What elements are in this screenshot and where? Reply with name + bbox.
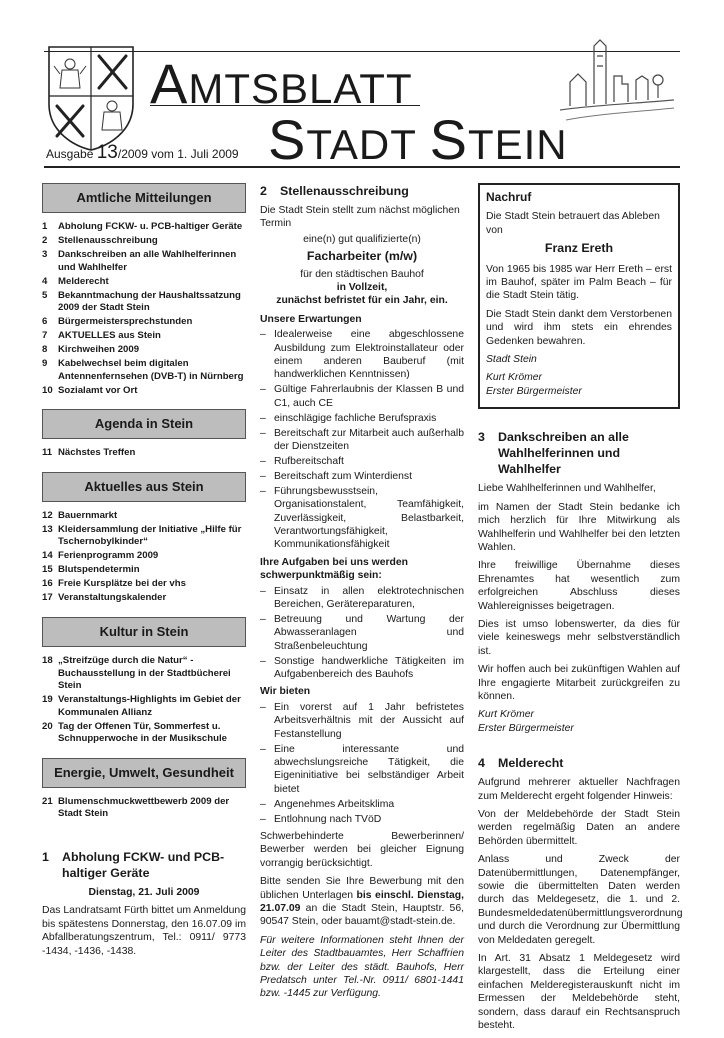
list-item: – Eine interessante und abwechslungsreiche Tätigkeit, die Eigeninitiative bei selbständiger Arbeit bietet bbox=[260, 743, 464, 795]
term-line: zunächst befristet für ein Jahr, ein. bbox=[276, 295, 448, 307]
article-heading bbox=[260, 183, 464, 199]
list-item: – Bereitschaft zum Winterdienst bbox=[260, 470, 413, 482]
toc-num: 3 bbox=[42, 248, 48, 260]
list-item: – Gültige Fahrerlaubnis der Klassen B und C1, auch CE bbox=[260, 384, 464, 409]
toc-section-kultur bbox=[42, 617, 246, 746]
paragraph: Von der Meldebehörde der Stadt Stein werden regelmäßig Daten an andere Behörden übermittelt. bbox=[478, 809, 680, 847]
list-item: – Angenehmes Arbeitsklima bbox=[260, 798, 395, 810]
toc-item bbox=[42, 385, 246, 398]
list-item: – Entlohnung nach TVöD bbox=[260, 813, 382, 825]
toc-num: 2 bbox=[42, 234, 48, 246]
toc-item bbox=[42, 316, 246, 329]
toc-num: 6 bbox=[42, 316, 48, 328]
toc-num: 13 bbox=[42, 523, 53, 535]
article-title: Abholung FCKW- und PCB-haltiger Geräte bbox=[62, 850, 225, 881]
toc-section-agenda bbox=[42, 409, 246, 460]
toc-item bbox=[42, 564, 246, 577]
obituary-signature-name: Kurt Krömer bbox=[486, 372, 543, 384]
toc-title: Sozialamt vor Ort bbox=[58, 384, 138, 396]
section-header: Energie, Umwelt, Gesundheit bbox=[42, 758, 246, 788]
contact-info: Für weitere Informationen steht Ihnen der Leiter des Stadtbauamtes, Herr Schaffrien bzw. der Leiter des städt. Bauhofs, Herr Predatsch unter Tel.-Nr. 0911/ 6801-1441 bzw. -1445 zur Verfügung. bbox=[260, 934, 464, 1000]
article-body: Das Landratsamt Fürth bittet um Anmeldung bis spätestens Donnerstag, den 16.07.09 im Abfallberatungszentrum, Tel.: 0911/ 9773 -1434, -1436, -1438. bbox=[42, 905, 246, 957]
intro-text: Die Stadt Stein stellt zum nächst möglichen Termin bbox=[260, 205, 460, 230]
signature-title: Erster Bürgermeister bbox=[478, 722, 574, 734]
article-number: 3 bbox=[478, 430, 485, 445]
tasks-list bbox=[260, 585, 464, 682]
article-title: Stellenausschreibung bbox=[280, 184, 409, 198]
article-date: Dienstag, 21. Juli 2009 bbox=[88, 887, 200, 899]
toc-num: 17 bbox=[42, 592, 53, 604]
paragraph: im Namen der Stadt Stein bedanke ich mich herzlich für Ihre Mitwirkung als Wahlhelferin und Wahlhelfer bei den letzten Wahlen. bbox=[478, 501, 680, 553]
toc-num: 19 bbox=[42, 694, 53, 706]
toc-num: 7 bbox=[42, 330, 48, 342]
toc-num: 5 bbox=[42, 289, 48, 301]
toc-item bbox=[42, 694, 246, 719]
toc-title: Bekanntmachung der Haushaltssatzung 2009 der Stadt Stein bbox=[58, 289, 241, 314]
toc-item bbox=[42, 721, 246, 746]
obituary-intro: Die Stadt Stein betrauert das Ableben von bbox=[486, 211, 660, 236]
article-title: Dankschreiben an alle Wahlhelferinnen und Wahlhelfer bbox=[498, 430, 629, 477]
toc-num: 1 bbox=[42, 221, 48, 232]
list-item: – Führungsbewusstsein, Organisationstalent, Teamfähigkeit, Zuverlässigkeit, Belastbarkeit, Verantwortungsfähigkeit, Kommunikationsfähigkeit bbox=[260, 485, 464, 551]
list-item: – einschlägige fachliche Berufspraxis bbox=[260, 412, 437, 424]
toc-title: Tag der Offenen Tür, Sommerfest u. Schnupperwoche in der Musikschule bbox=[58, 720, 227, 745]
right-column bbox=[478, 183, 683, 1038]
obituary-text: Die Stadt Stein dankt dem Verstorbenen und wird ihm stets ein ehrendes Gedenken bewahren. bbox=[486, 308, 672, 347]
middle-column bbox=[260, 183, 464, 1006]
toc-item bbox=[42, 796, 246, 821]
toc-title: Kleidersammlung der Initiative „Hilfe für Tschernobylkinder“ bbox=[58, 523, 242, 548]
obituary-box bbox=[478, 183, 680, 409]
toc-title: Freie Kursplätze bei der vhs bbox=[58, 578, 186, 590]
article-heading bbox=[478, 755, 680, 771]
toc-title: Stellenausschreibung bbox=[58, 234, 158, 246]
toc-item bbox=[42, 447, 246, 460]
article-title: Melderecht bbox=[498, 756, 564, 771]
toc-item bbox=[42, 290, 246, 315]
obituary-text: Von 1965 bis 1985 war Herr Ereth – erst im Bauhof, später im Palm Beach – für die Stadt Stein tätig. bbox=[486, 263, 672, 302]
article-heading bbox=[42, 849, 246, 881]
greeting: Liebe Wahlhelferinnen und Wahlhelfer, bbox=[478, 483, 656, 495]
list-item: – Einsatz in allen elektrotechnischen Bereichen, Gerätereparaturen, bbox=[260, 585, 464, 610]
masthead-title-amtsblatt bbox=[150, 52, 413, 115]
toc-title: Veranstaltungs-Highlights im Gebiet der Kommunalen Allianz bbox=[58, 694, 241, 718]
toc-num: 4 bbox=[42, 275, 48, 287]
list-item: – Bereitschaft zur Mitarbeit auch außerhalb der Dienstzeiten bbox=[260, 427, 465, 452]
deceased-name: Franz Ereth bbox=[544, 241, 614, 256]
job-title: Facharbeiter (m/w) bbox=[306, 249, 418, 264]
toc-section-amtliche bbox=[42, 183, 246, 397]
paragraph: In Art. 31 Absatz 1 Meldegesetz wird klargestellt, dass die Erteilung einer einfachen Melderegisterauskunft nicht im Ermessen der Meldebehörde steht, sondern, dass darauf ein Rechtsanspruch besteht. bbox=[478, 953, 680, 1032]
article-1 bbox=[42, 849, 246, 958]
toc-num: 18 bbox=[42, 654, 53, 666]
toc-item bbox=[42, 276, 246, 289]
article-number: 2 bbox=[260, 184, 267, 198]
article-number: 1 bbox=[42, 850, 49, 865]
toc-item bbox=[42, 358, 246, 383]
paragraph: Anlass und Zweck der Datenübermittlungen, Datenempfänger, sowie die übermittelten Daten werden durch das Meldegesetz, die 1. und 2. Bundesmeldedatenübermittlungsverordnung und durch die Verordnung zur Übermittlung von Meldedaten geregelt. bbox=[478, 854, 683, 946]
qualification-line: eine(n) gut qualifizierte(n) bbox=[303, 233, 421, 245]
issue-line bbox=[46, 142, 239, 164]
issue-prefix: Ausgabe bbox=[46, 147, 97, 161]
issue-date: /2009 vom 1. Juli 2009 bbox=[117, 147, 239, 161]
toc-section-aktuelles bbox=[42, 472, 246, 605]
toc-title: Kirchweihen 2009 bbox=[58, 344, 140, 356]
toc-item bbox=[42, 235, 246, 248]
expectations-list bbox=[260, 328, 464, 552]
expectations-header: Unsere Erwartungen bbox=[260, 313, 362, 325]
section-header: Aktuelles aus Stein bbox=[42, 472, 246, 502]
title-rest: MTSBLATT bbox=[188, 65, 413, 112]
toc-section-energie bbox=[42, 758, 246, 821]
toc-title: Blutspendetermin bbox=[58, 564, 140, 576]
title-initial: A bbox=[150, 52, 189, 115]
toc-num: 9 bbox=[42, 358, 48, 370]
list-item: – Idealerweise eine abgeschlossene Ausbildung zum Elektroinstallateur oder einem anderen Bauberuf (mit handwerklichen Kenntnissen) bbox=[260, 329, 464, 381]
obituary-signature-title: Erster Bürgermeister bbox=[486, 385, 582, 397]
section-header: Agenda in Stein bbox=[42, 409, 246, 439]
toc-title: „Streifzüge durch die Natur“ - Buchausstellung in der Stadtbücherei Stein bbox=[58, 654, 231, 692]
title-initial: S bbox=[429, 108, 468, 171]
toc-item bbox=[42, 655, 246, 693]
masthead-title-stadt-stein bbox=[268, 108, 568, 171]
title-initial: S bbox=[268, 108, 307, 171]
toc-num: 10 bbox=[42, 384, 53, 396]
toc-title: Bauernmarkt bbox=[58, 509, 118, 521]
toc-num: 14 bbox=[42, 550, 53, 562]
signature-name: Kurt Krömer bbox=[478, 709, 535, 721]
toc-item bbox=[42, 578, 246, 591]
toc-title: AKTUELLES aus Stein bbox=[58, 330, 161, 342]
obituary-header: Nachruf bbox=[486, 190, 532, 204]
application-instructions: Bitte senden Sie Ihre Bewerbung mit den üblichen Unterlagen bis einschl. Dienstag, 21.07.09 an die Stadt Stein, Hauptstr. 56, 90547 Stein, oder bauamt@stadt-stein.de. bbox=[260, 876, 464, 928]
toc-title: Bürgermeistersprechstunden bbox=[58, 316, 193, 328]
toc-item bbox=[42, 249, 246, 274]
toc-item bbox=[42, 510, 246, 523]
title-rest: TEIN bbox=[467, 121, 568, 168]
offer-list bbox=[260, 701, 464, 826]
toc-title: Dankschreiben an alle Wahlhelferinnen und Wahlhelfer bbox=[58, 248, 237, 273]
fulltime-line: in Vollzeit, bbox=[336, 282, 388, 294]
toc-num: 8 bbox=[42, 344, 48, 356]
article-3 bbox=[478, 429, 680, 735]
toc-item bbox=[42, 524, 246, 549]
toc-title: Ferienprogramm 2009 bbox=[58, 550, 159, 562]
toc-num: 12 bbox=[42, 509, 53, 521]
toc-item bbox=[42, 221, 246, 234]
section-header: Amtliche Mitteilungen bbox=[42, 183, 246, 213]
paragraph: Ihre freiwillige Übernahme dieses Ehrenamtes hat wesentlich zum erfolgreichen Abschluss dieses Wahlereignisses beigetragen. bbox=[478, 560, 680, 612]
list-item: – Sonstige handwerkliche Tätigkeiten im Aufgabenbereich des Bauhofs bbox=[260, 655, 464, 680]
article-number: 4 bbox=[478, 756, 485, 771]
toc-item bbox=[42, 344, 246, 357]
workplace-line: für den städtischen Bauhof bbox=[300, 268, 424, 280]
article-4 bbox=[478, 755, 683, 1032]
toc-title: Kabelwechsel beim digitalen Antennenfernsehen (DVB-T) in Nürnberg bbox=[58, 358, 244, 382]
obituary-signature-org: Stadt Stein bbox=[486, 354, 537, 366]
section-header: Kultur in Stein bbox=[42, 617, 246, 647]
paragraph: Aufgrund mehrerer aktueller Nachfragen zum Melderecht ergeht folgender Hinweis: bbox=[478, 777, 680, 802]
paragraph: Dies ist umso lobenswerter, da dies für viele keineswegs mehr selbstverständlich ist. bbox=[478, 618, 680, 657]
tasks-header: Ihre Aufgaben bei uns werden schwerpunktmäßig sein: bbox=[260, 556, 408, 582]
paragraph: Wir hoffen auch bei zukünftigen Wahlen auf Ihre engagierte Mitarbeit zurückgreifen zu können. bbox=[478, 664, 680, 702]
title-rest: TADT bbox=[306, 121, 417, 168]
toc-item bbox=[42, 330, 246, 343]
toc-item bbox=[42, 550, 246, 563]
city-skyline-icon bbox=[556, 36, 676, 126]
toc-title: Blumenschmuckwettbewerb 2009 der Stadt Stein bbox=[58, 795, 230, 820]
left-column bbox=[42, 183, 246, 963]
list-item: – Betreuung und Wartung der Abwasseranlagen und Straßenbeleuchtung bbox=[260, 613, 464, 652]
toc-title: Nächstes Treffen bbox=[58, 447, 136, 459]
toc-num: 21 bbox=[42, 795, 53, 807]
toc-num: 11 bbox=[42, 447, 53, 459]
list-item: – Rufbereitschaft bbox=[260, 455, 344, 467]
toc-title: Abholung FCKW- u. PCB-haltiger Geräte bbox=[58, 221, 243, 232]
issue-number: 13 bbox=[96, 142, 118, 163]
toc-num: 20 bbox=[42, 720, 53, 732]
toc-title: Melderecht bbox=[58, 275, 109, 287]
toc-num: 16 bbox=[42, 578, 53, 590]
list-item: – Ein vorerst auf 1 Jahr befristetes Arbeitsverhältnis mit der Aussicht auf Festanstellung bbox=[260, 701, 464, 740]
toc-num: 15 bbox=[42, 564, 53, 576]
disabled-note: Schwerbehinderte Bewerberinnen/ Bewerber werden bei gleicher Eignung vorrangig berücksichtigt. bbox=[260, 830, 464, 869]
toc-item bbox=[42, 592, 246, 605]
offer-header: Wir bieten bbox=[260, 686, 311, 698]
coat-of-arms-icon bbox=[46, 44, 136, 152]
article-heading bbox=[478, 429, 680, 477]
toc-title: Veranstaltungskalender bbox=[58, 592, 167, 604]
